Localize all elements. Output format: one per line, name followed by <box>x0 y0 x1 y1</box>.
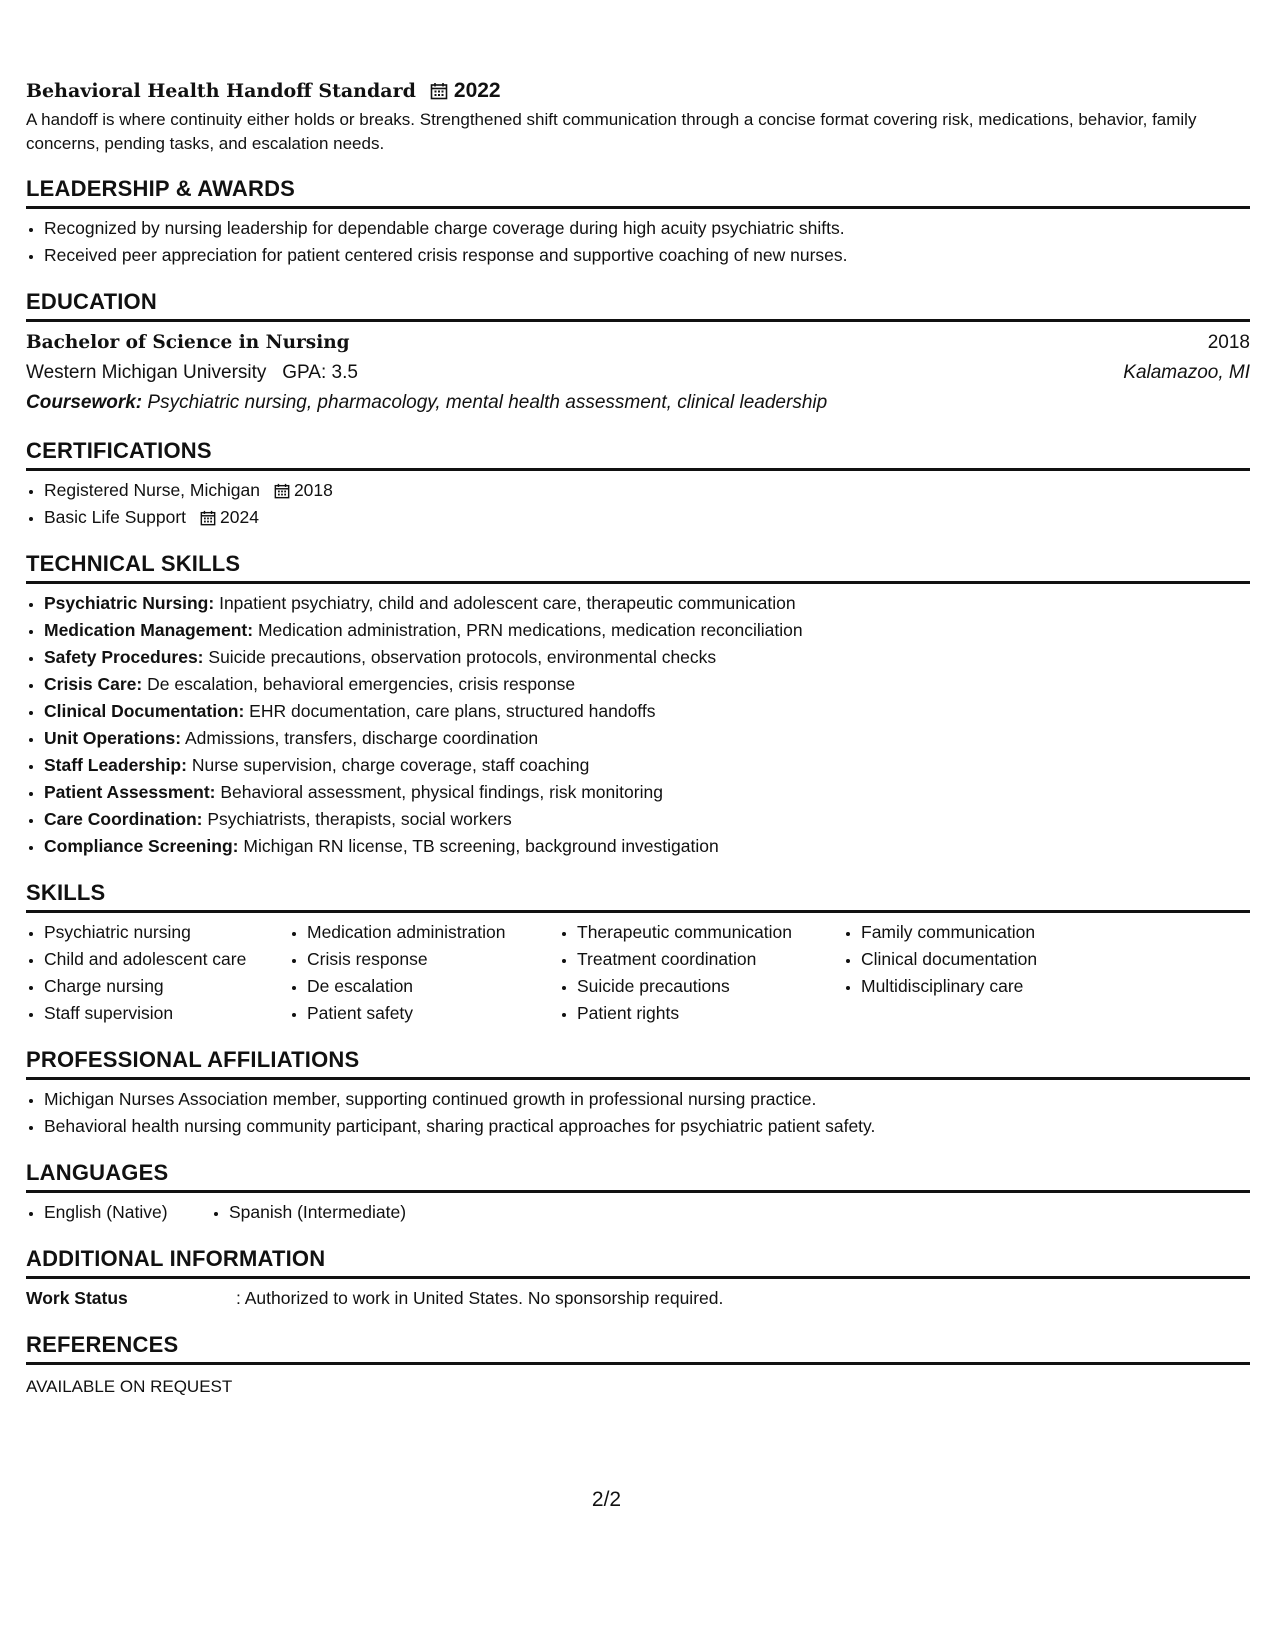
technical-skill-item <box>44 644 1250 671</box>
skill-text: Admissions, transfers, discharge coordination <box>185 728 539 748</box>
skill-item: • Psychiatric nursing <box>44 919 289 946</box>
technical-skill-item <box>44 698 1250 725</box>
skill-label: Safety Procedures: <box>44 647 204 667</box>
skill-label: Unit Operations: <box>44 728 182 748</box>
section-heading: ADDITIONAL INFORMATION <box>26 1244 1250 1279</box>
skill-text: De escalation, behavioral emergencies, crisis response <box>147 674 576 694</box>
resume-page <box>26 76 1250 1399</box>
coursework <box>26 388 1250 418</box>
skill-item: • Patient rights <box>577 1000 843 1027</box>
skill-item: • Treatment coordination <box>577 946 843 973</box>
project-header <box>26 76 1250 106</box>
technical-skill-item <box>44 833 1250 860</box>
technical-skills-section <box>26 549 1250 860</box>
skills-grid <box>26 919 1250 1027</box>
affiliations-section <box>26 1045 1250 1140</box>
skill-label: Compliance Screening: <box>44 836 239 856</box>
section-heading: LANGUAGES <box>26 1158 1250 1193</box>
skill-text: Michigan RN license, TB screening, background investigation <box>243 836 719 856</box>
graduation-year: 2018 <box>1207 332 1250 353</box>
technical-skill-item <box>44 725 1250 752</box>
technical-skill-item <box>44 671 1250 698</box>
languages-list <box>26 1199 1250 1226</box>
section-heading: TECHNICAL SKILLS <box>26 549 1250 584</box>
work-status-label: Work Status <box>26 1288 128 1308</box>
skill-item: • Clinical documentation <box>861 946 1121 973</box>
skill-text: Suicide precautions, observation protocols, environmental checks <box>208 647 717 667</box>
certification-item <box>44 477 1250 504</box>
degree-title: Bachelor of Science in Nursing <box>26 332 350 353</box>
affiliations-list <box>26 1086 1250 1140</box>
project-year: 2022 <box>453 79 501 102</box>
language-item: • English (Native) <box>44 1199 211 1226</box>
language-item: • Spanish (Intermediate) <box>229 1199 406 1226</box>
technical-skill-item <box>44 590 1250 617</box>
education-degree-row <box>26 328 1250 358</box>
list-item: • Michigan Nurses Association member, supporting continued growth in professional nursing practice. <box>44 1086 1250 1113</box>
leadership-section <box>26 174 1250 269</box>
additional-info-section <box>26 1244 1250 1312</box>
calendar-icon <box>200 510 216 526</box>
skill-item: • Child and adolescent care <box>44 946 289 973</box>
skill-item: • Suicide precautions <box>577 973 843 1000</box>
education-section <box>26 287 1250 418</box>
technical-skill-item <box>44 779 1250 806</box>
skills-column <box>843 919 1121 1027</box>
school-name: Western Michigan University <box>26 362 267 383</box>
technical-skill-item <box>44 752 1250 779</box>
certification-year: 2024 <box>220 507 259 527</box>
section-heading: PROFESSIONAL AFFILIATIONS <box>26 1045 1250 1080</box>
technical-skill-item <box>44 617 1250 644</box>
section-heading: SKILLS <box>26 878 1250 913</box>
technical-skill-item <box>44 806 1250 833</box>
skill-label: Staff Leadership: <box>44 755 187 775</box>
skill-label: Crisis Care: <box>44 674 143 694</box>
project-entry <box>26 76 1250 156</box>
skill-item: • Multidisciplinary care <box>861 973 1121 1000</box>
section-heading: CERTIFICATIONS <box>26 436 1250 471</box>
skill-text: Psychiatrists, therapists, social workers <box>207 809 512 829</box>
skill-text: Medication administration, PRN medications, medication reconciliation <box>257 620 803 640</box>
skills-column <box>26 919 289 1027</box>
section-heading: LEADERSHIP & AWARDS <box>26 174 1250 209</box>
certification-name: Registered Nurse, Michigan <box>44 480 260 500</box>
gpa: GPA: 3.5 <box>282 362 358 383</box>
project-description: A handoff is where continuity either holds or breaks. Strengthened shift communication through a concise format covering risk, medications, behavior, family concerns, pending tasks, and escalation needs. <box>26 110 1197 153</box>
skill-label: Medication Management: <box>44 620 254 640</box>
skill-text: Inpatient psychiatry, child and adolescent care, therapeutic communication <box>219 593 796 613</box>
skill-item: • Staff supervision <box>44 1000 289 1027</box>
project-title: Behavioral Health Handoff Standard <box>26 80 416 102</box>
skill-item: • Crisis response <box>307 946 559 973</box>
leadership-list <box>26 215 1250 269</box>
page-number: 2/2 <box>591 1488 622 1511</box>
coursework-text: Psychiatric nursing, pharmacology, mental health assessment, clinical leadership <box>147 392 828 413</box>
skills-section <box>26 878 1250 1027</box>
calendar-icon <box>430 82 448 100</box>
certifications-list <box>26 477 1250 531</box>
education-school-row <box>26 358 1250 388</box>
section-heading: REFERENCES <box>26 1330 1250 1365</box>
certification-name: Basic Life Support <box>44 507 187 527</box>
skills-column <box>289 919 559 1027</box>
skill-item: • Patient safety <box>307 1000 559 1027</box>
skill-item: • Charge nursing <box>44 973 289 1000</box>
calendar-icon <box>274 483 290 499</box>
list-item: • Recognized by nursing leadership for dependable charge coverage during high acuity psychiatric shifts. <box>44 215 1250 242</box>
technical-skills-list <box>26 590 1250 860</box>
skill-text: Behavioral assessment, physical findings, risk monitoring <box>220 782 663 802</box>
list-item: • Received peer appreciation for patient centered crisis response and supportive coaching of new nurses. <box>44 242 1250 269</box>
certification-year: 2018 <box>293 480 333 500</box>
skill-label: Care Coordination: <box>44 809 203 829</box>
skill-item: • Therapeutic communication <box>577 919 843 946</box>
skill-text: Nurse supervision, charge coverage, staff coaching <box>191 755 590 775</box>
school-location: Kalamazoo, MI <box>1123 362 1250 383</box>
skill-item: • Medication administration <box>307 919 559 946</box>
work-status-value: : Authorized to work in United States. No sponsorship required. <box>236 1288 724 1308</box>
skill-item: • De escalation <box>307 973 559 1000</box>
certifications-section <box>26 436 1250 531</box>
section-heading: EDUCATION <box>26 287 1250 322</box>
references-section <box>26 1330 1250 1399</box>
coursework-label: Coursework: <box>26 392 143 413</box>
skill-label: Psychiatric Nursing: <box>44 593 215 613</box>
certification-item <box>44 504 1250 531</box>
skill-text: EHR documentation, care plans, structured handoffs <box>249 701 656 721</box>
skill-label: Clinical Documentation: <box>44 701 245 721</box>
list-item: • Behavioral health nursing community participant, sharing practical approaches for psychiatric patient safety. <box>44 1113 1250 1140</box>
skill-label: Patient Assessment: <box>44 782 216 802</box>
languages-section <box>26 1158 1250 1226</box>
skill-item: • Family communication <box>861 919 1121 946</box>
skills-column <box>559 919 843 1027</box>
references-text: AVAILABLE ON REQUEST <box>26 1377 233 1396</box>
work-status-row <box>26 1285 1250 1312</box>
